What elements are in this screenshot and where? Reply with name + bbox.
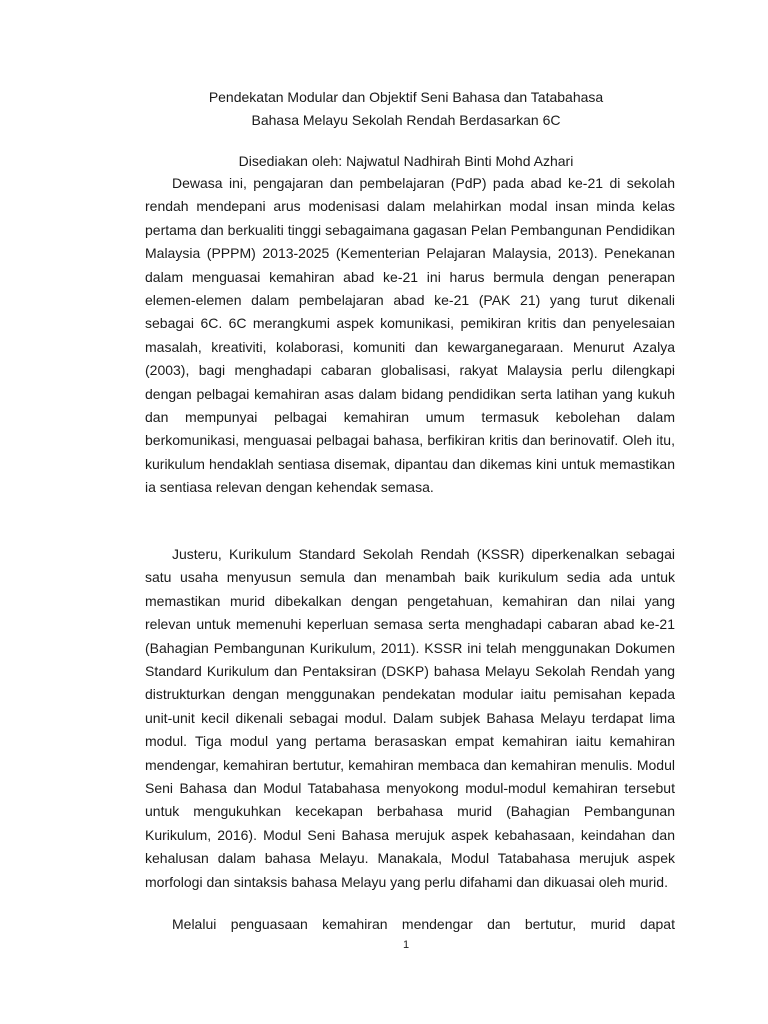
title-line-1: Pendekatan Modular dan Objektif Seni Bahasa dan Tatabahasa bbox=[208, 89, 604, 105]
paragraph-3: Melalui penguasaan kemahiran mendengar dan bertutur, murid dapat bbox=[172, 916, 675, 932]
page-number: 1 bbox=[402, 939, 410, 951]
paragraph-1: Dewasa ini, pengajaran dan pembelajaran (PdP) pada abad ke-21 di sekolah rendah mendepani arus modenisasi dalam melahirkan modal insan minda kelas pertama dan berkualiti tinggi sebagaimana gagasan Pelan Pembangunan Pendidikan Malaysia (PPPM) 2013-2025 (Kementerian Pelajaran Malaysia, 2013). Penekanan dalam menguasai kemahiran abad ke-21 ini harus bermula dengan penerapan elemen-elemen dalam pembelajaran abad ke-21 (PAK 21) yang turut dikenali sebagai 6C. 6C merangkumi aspek komunikasi, pemikiran kritis dan penyelesaian masalah, kreativiti, kolaborasi, komuniti dan kewarganegaraan. Menurut Azalya (2003), bagi menghadapi cabaran globalisasi, rakyat Malaysia perlu dilengkapi dengan pelbagai kemahiran asas dalam bidang pendidikan serta latihan yang kukuh dan mempunyai pelbagai kemahiran umum termasuk kebolehan dalam berkomunikasi, menguasai pelbagai bahasa, berfikiran kritis dan berinovatif. Oleh itu, kurikulum hendaklah sentiasa disemak, dipantau dan dikemas kini untuk memastikan ia sentiasa relevan dengan kehendak semasa. bbox=[145, 175, 675, 496]
document-title bbox=[0, 86, 768, 132]
title-line-2: Bahasa Melayu Sekolah Rendah Berdasarkan 6C bbox=[251, 112, 561, 128]
author-line: Disediakan oleh: Najwatul Nadhirah Binti Mohd Azhari bbox=[238, 153, 574, 169]
paragraph-2: Justeru, Kurikulum Standard Sekolah Rendah (KSSR) diperkenalkan sebagai satu usaha menyusun semula dan menambah baik kurikulum sedia ada untuk memastikan murid dibekalkan dengan pengetahuan, kemahiran dan nilai yang relevan untuk memenuhi keperluan semasa serta menghadapi cabaran abad ke-21 (Bahagian Pembangunan Kurikulum, 2011). KSSR ini telah menggunakan Dokumen Standard Kurikulum dan Pentaksiran (DSKP) bahasa Melayu Sekolah Rendah yang distrukturkan dengan menggunakan pendekatan modular iaitu pemisahan kepada unit-unit kecil dikenali sebagai modul. Dalam subjek Bahasa Melayu terdapat lima modul. Tiga modul yang pertama berasaskan empat kemahiran iaitu kemahiran mendengar, kemahiran bertutur, kemahiran membaca dan kemahiran menulis. Modul Seni Bahasa dan Modul Tatabahasa menyokong modul-modul kemahiran tersebut untuk mengukuhkan kecekapan berbahasa murid (Bahagian Pembangunan Kurikulum, 2016). Modul Seni Bahasa merujuk aspek kebahasaan, keindahan dan kehalusan dalam bahasa Melayu. Manakala, Modul Tatabahasa merujuk aspek morfologi dan sintaksis bahasa Melayu yang perlu difahami dan dikuasai oleh murid. bbox=[145, 546, 675, 890]
